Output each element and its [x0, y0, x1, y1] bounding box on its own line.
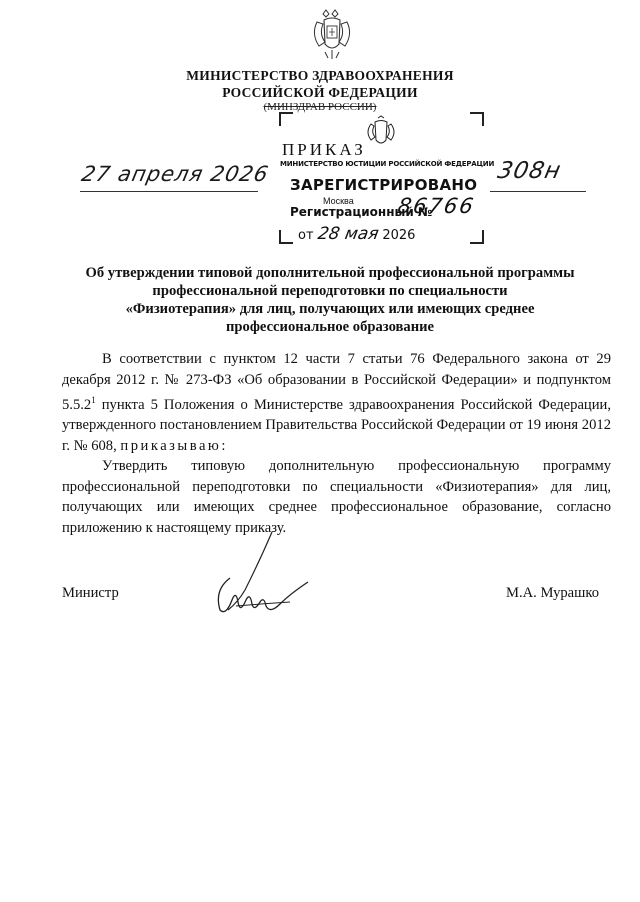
coat-of-arms-emblem	[309, 8, 355, 62]
date-underline	[80, 191, 258, 192]
para1-text: В соответствии с пунктом 12 части 7 статьи 76 Федерального закона от 29 декабря 2012 г. № 273-ФЗ «Об образовании в Российской Федерации» и подпунктом 5.5.2	[62, 351, 611, 413]
signer-name: М.А. Мурашко	[506, 585, 600, 601]
stamp-date	[298, 224, 415, 244]
title-line-2: профессиональной переподготовки по специальности	[152, 283, 508, 299]
number-underline	[490, 191, 586, 192]
title-line-4: профессиональное образование	[226, 319, 434, 335]
title-line-3: «Физиотерапия» для лиц, получающих или имеющих среднее	[125, 301, 535, 317]
order-heading: ПРИКАЗ	[282, 140, 366, 159]
para1-text-continued: пункта 5 Положения о Министерстве здравоохранения Российской Федерации, утвержденного постановлением Правительства Российской Федерации от 19 июня 2012 г. № 608,	[62, 396, 611, 454]
stamp-date-prefix: от	[298, 228, 314, 243]
document-body	[62, 349, 611, 538]
ministry-name-line2: РОССИЙСКОЙ ФЕДЕРАЦИИ	[222, 85, 418, 100]
footnote-marker: 1	[91, 395, 96, 405]
stamp-date-year: 2026	[382, 228, 416, 243]
ministry-abbreviation: (МИНЗДРАВ РОССИИ)	[263, 101, 377, 113]
stamp-reg-number: 86766	[395, 194, 477, 218]
stamp-city: Москва	[323, 196, 354, 206]
ministry-name-line1: МИНИСТЕРСТВО ЗДРАВООХРАНЕНИЯ	[186, 68, 454, 83]
order-date-handwritten: 27 апреля 2026	[79, 162, 271, 186]
order-number-handwritten: 308н	[495, 158, 564, 184]
stamp-status: ЗАРЕГИСТРИРОВАНО	[290, 176, 478, 194]
title-line-1: Об утверждении типовой дополнительной профессиональной программы	[85, 265, 575, 281]
paragraph-legal-basis	[62, 349, 611, 456]
stamp-reg-label: Регистрационный №	[290, 205, 433, 219]
handwritten-signature	[190, 530, 330, 630]
stamp-date-handwritten: 28 мая	[315, 224, 380, 244]
signer-position: Министр	[62, 585, 119, 601]
order-word-spaced: приказываю:	[120, 437, 228, 454]
stamp-issuer: МИНИСТЕРСТВО ЮСТИЦИИ РОССИЙСКОЙ ФЕДЕРАЦИИ	[280, 160, 495, 168]
paragraph-approval: Утвердить типовую дополнительную профессиональную программу профессиональной переподготовки по специальности «Физиотерапия» для лиц, получающих или имеющих среднее профессиональное образование, согласно приложению к настоящему приказу.	[62, 458, 611, 536]
document-title	[60, 264, 600, 336]
